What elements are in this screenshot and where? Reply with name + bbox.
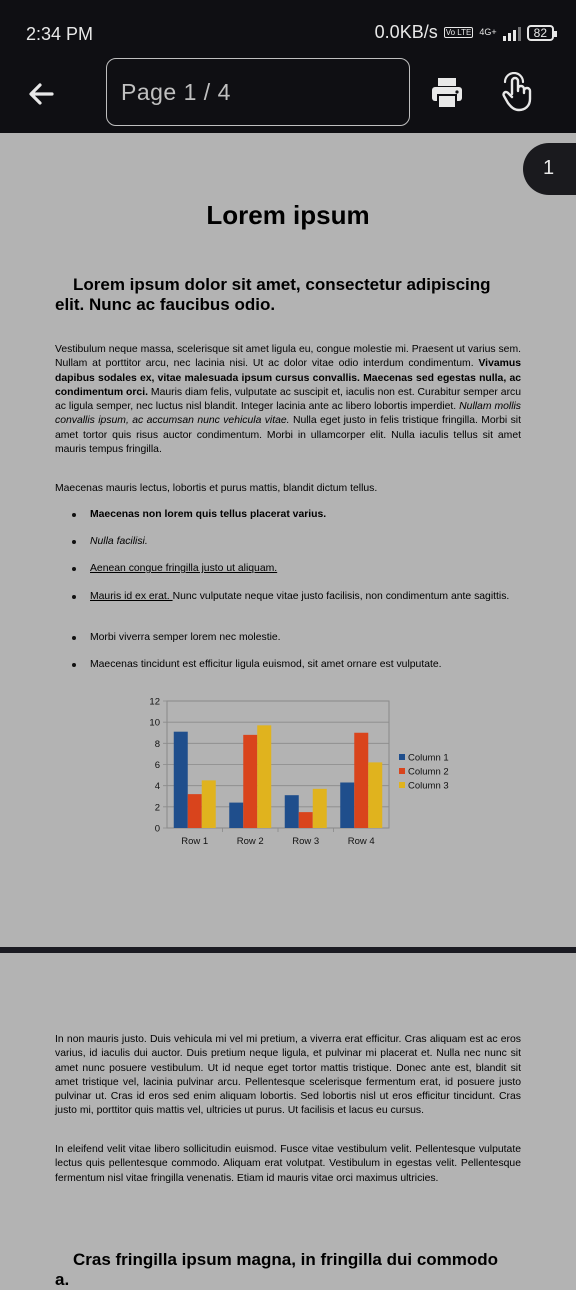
bar-chart (140, 693, 460, 853)
y-tick-label: 0 (154, 823, 160, 835)
x-tick-label: Row 2 (236, 836, 264, 847)
bar (188, 794, 202, 828)
page-indicator-text: Page 1 / 4 (121, 79, 231, 105)
paragraph-1: Vestibulum neque massa, scelerisque sit amet ligula eu, congue molestie mi. Praesent ut varius sem. Nullam at porttitor arcu, nec lacinia nisi. Ut ac dolor vitae odio interdum condimentum. Vivamus dapibus sodales ex, vitae malesuada ipsum cursus convallis. Maecenas sed egestas nulla, ac condimentum orci. Mauris diam felis, vulputate ac suscipit et, iaculis non est. Curabitur semper arcu ac ligula semper, nec luctus nisl blandit. Integer lacinia ante ac libero lobortis imperdiet. Nullam mollis convallis ipsum, ac accumsan nunc vehicula vitae. Nulla eget justo in felis tristique fringilla. Morbi sit amet tortor quis risus auctor condimentum. Morbi in ullamcorper elit. Nulla iaculis tellus sit amet mauris tempus fringilla. (55, 344, 522, 456)
y-tick-label: 10 (149, 717, 160, 729)
page-number-badge: 1 (523, 143, 576, 195)
bar (313, 789, 327, 828)
page-indicator-field[interactable] (106, 58, 410, 126)
legend-swatch (399, 782, 405, 788)
bar (354, 733, 368, 828)
status-icons (375, 22, 554, 43)
legend-label: Column 2 (408, 766, 449, 778)
bar (202, 780, 216, 828)
page2-heading: Cras fringilla ipsum magna, in fringilla dui commodo a. (55, 1250, 499, 1289)
network-type: 4G+ (479, 27, 497, 37)
y-tick-label: 4 (154, 781, 160, 793)
x-tick-label: Row 4 (347, 836, 375, 847)
paragraph-2: Maecenas mauris lectus, lobortis et purus mattis, blandit dictum tellus. (55, 483, 378, 494)
y-tick-label: 12 (149, 696, 160, 708)
battery-level: 82 (533, 25, 547, 40)
page2-paragraph-2: In eleifend velit vitae libero sollicitudin euismod. Fusce vitae vestibulum velit. Pellentesque vulputate lectus quis pellentesque commodo. Aliquam erat volutpat. Vestibulum in egestas velit. Pellentesque fermentum nisl vitae fringilla venenatis. Etiam id mauris vitae orci maximus ultricies. (55, 1144, 521, 1184)
legend-swatch (399, 768, 405, 774)
bar (174, 732, 188, 828)
bar (257, 725, 271, 828)
bar (368, 762, 382, 828)
page-separator (0, 947, 576, 953)
status-time: 2:34 PM (26, 24, 94, 44)
legend-swatch (399, 754, 405, 760)
volte-icon: Vo LTE (445, 28, 472, 37)
battery-icon (527, 25, 554, 41)
x-tick-label: Row 3 (292, 836, 320, 847)
signal-icon (503, 25, 521, 41)
print-icon[interactable] (428, 74, 466, 112)
bar (299, 812, 313, 828)
document-title: Lorem ipsum (206, 200, 370, 230)
status-bar (0, 0, 576, 58)
bar (243, 735, 257, 828)
viewer-toolbar (0, 58, 576, 133)
page2-paragraph-1: In non mauris justo. Duis vehicula mi vel mi pretium, a viverra erat efficitur. Cras aliquam est ac eros varius, id iaculis dui auctor. Duis pretium neque ligula, et pulvinar mi placerat et. Nulla nec nunc sit amet nunc posuere vestibulum. Ut id neque eget tortor mattis tristique. Donec ante est, blandit sit amet tristique vel, lacinia pulvinar arcu. Pellentesque scelerisque fermentum erat, id posuere justo pulvinar ut. Cras id eros sed enim aliquam lobortis. Sed lobortis nisl ut eros efficitur tincidunt. Cras justo mi, porttitor quis mattis vel, ultricies ut purus. Ut facilisis et lacus eu cursus. (55, 1034, 521, 1117)
y-tick-label: 2 (154, 802, 160, 814)
bar (285, 795, 299, 828)
y-tick-label: 6 (154, 760, 160, 771)
legend-label: Column 1 (408, 752, 449, 764)
touch-hand-icon[interactable] (496, 72, 538, 114)
bar (340, 782, 354, 828)
legend-label: Column 3 (408, 780, 449, 792)
section-heading: Lorem ipsum dolor sit amet, consectetur adipiscing elit. Nunc ac faucibus odio. (55, 275, 491, 314)
network-speed: 0.0KB/s (374, 22, 438, 42)
bar (229, 803, 243, 828)
back-arrow-icon[interactable] (22, 74, 62, 114)
y-tick-label: 8 (154, 738, 160, 750)
x-tick-label: Row 1 (181, 836, 209, 847)
